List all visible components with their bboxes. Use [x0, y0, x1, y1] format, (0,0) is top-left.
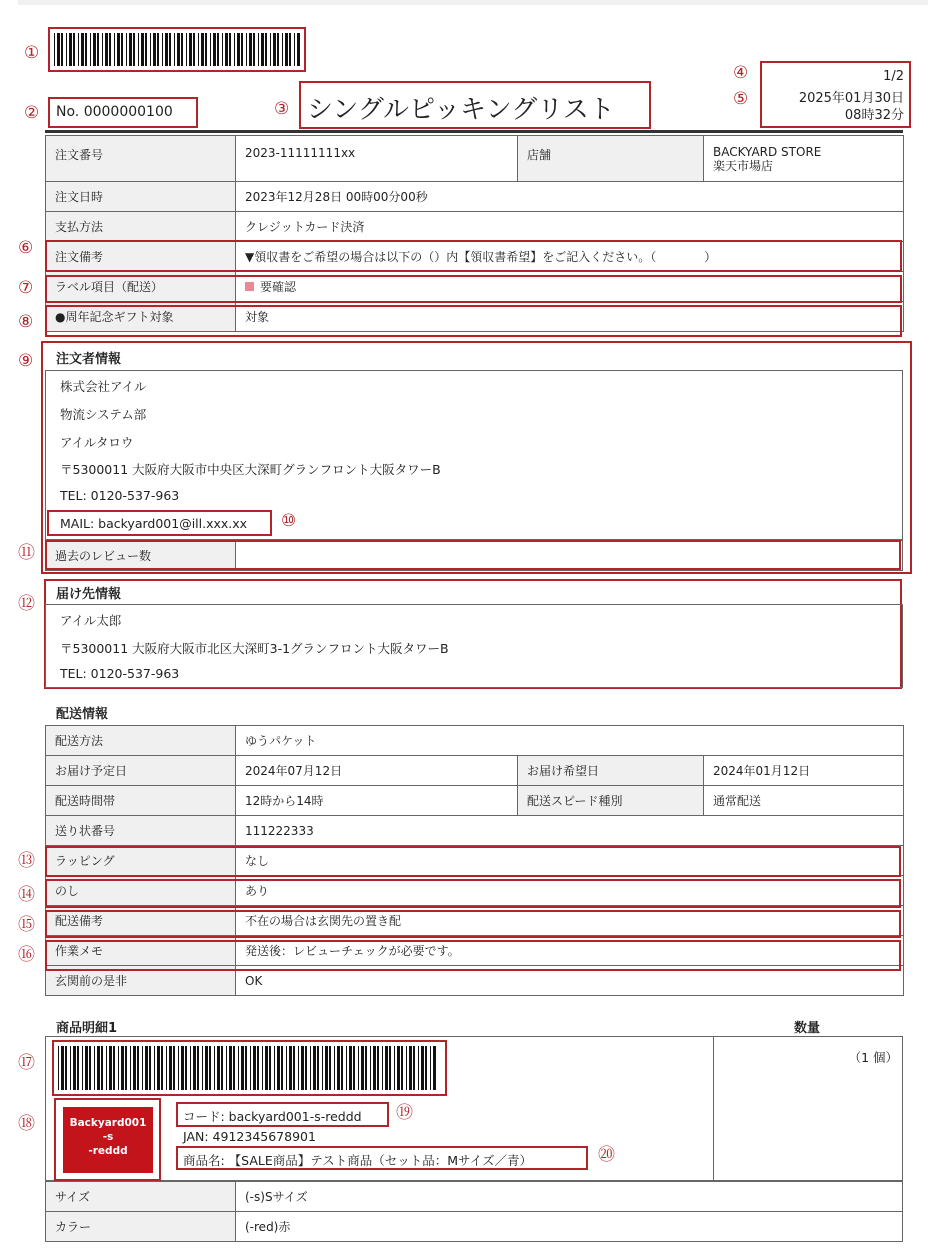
item-heading: 商品明細1: [56, 1021, 118, 1036]
speed-label: 配送スピード種別: [518, 786, 704, 816]
marker-3: ③: [274, 99, 290, 119]
marker-6: ⑥: [18, 238, 34, 258]
item-jan: JAN: 4912345678901: [183, 1129, 316, 1144]
item-image-line3: -reddd: [88, 1145, 128, 1157]
item-image-line1: Backyard001: [69, 1117, 147, 1129]
desired-value: 2024年01月12日: [704, 756, 904, 786]
wrapping-highlight: [45, 846, 901, 877]
color-label: カラー: [46, 1212, 236, 1242]
marker-5: ⑤: [733, 89, 749, 109]
table-row: [46, 182, 904, 212]
recipient-heading: 届け先情報: [56, 587, 122, 602]
memo-label: 作業メモ: [46, 936, 236, 966]
qty-heading: 数量: [794, 1021, 821, 1036]
reviews-label: 過去のレビュー数: [46, 541, 236, 571]
scheduled-label: お届け予定日: [46, 756, 236, 786]
ship-note-highlight: [45, 910, 901, 938]
header-rule: [45, 130, 903, 133]
print-time: 08時32分: [844, 108, 904, 123]
memo-value: 発送後：レビューチェックが必要です。: [236, 936, 904, 966]
item-code: コード: backyard001-s-reddd: [183, 1109, 362, 1124]
marker-16: ⑯: [18, 945, 35, 965]
order-number-value: 2023-11111111xx: [236, 136, 518, 182]
page-indicator: 1/2: [883, 69, 904, 84]
table-row: [46, 1212, 903, 1242]
table-row: [46, 726, 904, 756]
payment-value: クレジットカード決済: [236, 212, 904, 242]
marker-12: ⑫: [18, 594, 35, 614]
mail-highlight: [47, 510, 272, 536]
marker-2: ②: [24, 103, 40, 123]
item-name-highlight: [176, 1146, 588, 1170]
ship-note-value: 不在の場合は玄関先の置き配: [236, 906, 904, 936]
label-item-highlight: [45, 275, 902, 303]
orderer-company: 株式会社アイル: [60, 379, 147, 394]
timeslot-label: 配送時間帯: [46, 786, 236, 816]
memo-highlight: [45, 940, 901, 971]
item-image: [63, 1107, 153, 1173]
size-value: (-s)Sサイズ: [236, 1182, 903, 1212]
recipient-tel: TEL: 0120-537-963: [60, 666, 180, 681]
store-label: 店舗: [518, 136, 704, 182]
marker-7: ⑦: [18, 278, 34, 298]
page-title: シングルピッキングリスト: [307, 95, 615, 125]
order-number: No. 0000000100: [56, 104, 173, 120]
desired-label: お届け希望日: [518, 756, 704, 786]
size-label: サイズ: [46, 1182, 236, 1212]
order-date-value: 2023年12月28日 00時00分00秒: [236, 182, 904, 212]
marker-19: ⑲: [396, 1103, 413, 1123]
recipient-name: アイル太郎: [60, 613, 122, 628]
marker-1: ①: [24, 43, 40, 63]
item-image-line2: -s: [102, 1131, 114, 1143]
order-date-label: 注文日時: [46, 182, 236, 212]
order-note-highlight: [45, 240, 902, 272]
table-row: [46, 756, 904, 786]
speed-value: 通常配送: [704, 786, 904, 816]
scheduled-value: 2024年07月12日: [236, 756, 518, 786]
order-barcode-highlight: [48, 27, 306, 72]
order-number-label: 注文番号: [46, 136, 236, 182]
noshi-value: あり: [236, 876, 904, 906]
color-value: (-red)赤: [236, 1212, 903, 1242]
tracking-label: 送り状番号: [46, 816, 236, 846]
marker-17: ⑰: [18, 1053, 35, 1073]
table-row: [46, 136, 904, 182]
wrapping-value: なし: [236, 846, 904, 876]
noshi-highlight: [45, 879, 901, 908]
table-row: [46, 212, 904, 242]
marker-13: ⑬: [18, 851, 35, 871]
top-rule: [18, 0, 928, 5]
table-row: [46, 786, 904, 816]
store-name: BACKYARD STORE: [713, 145, 822, 159]
orderer-mail: MAIL: backyard001@ill.xxx.xx: [60, 516, 248, 531]
orderer-name: アイルタロウ: [60, 435, 134, 450]
page-title-highlight: [299, 81, 651, 129]
shipping-heading: 配送情報: [56, 707, 109, 722]
label-item-text: 要確認: [260, 280, 297, 294]
gift-value: 対象: [236, 302, 904, 332]
marker-15: ⑮: [18, 915, 35, 935]
payment-label: 支払方法: [46, 212, 236, 242]
qty-divider: [713, 1036, 714, 1181]
orderer-tel: TEL: 0120-537-963: [60, 488, 180, 503]
reviews-highlight: [45, 540, 901, 570]
ship-method-label: 配送方法: [46, 726, 236, 756]
gift-highlight: [45, 305, 902, 337]
ship-note-label: 配送備考: [46, 906, 236, 936]
store-branch: 楽天市場店: [713, 159, 774, 173]
item-attr-table: [45, 1181, 903, 1242]
marker-10: ⑩: [281, 511, 297, 531]
item-code-highlight: [176, 1102, 389, 1127]
marker-14: ⑭: [18, 885, 35, 905]
marker-11: ⑪: [18, 543, 35, 563]
orderer-department: 物流システム部: [60, 407, 147, 422]
table-row: [46, 816, 904, 846]
marker-8: ⑧: [18, 312, 34, 332]
order-note-value: ▼領収書をご希望の場合は以下の（）内【領収書希望】をご記入ください。（ ）: [236, 242, 904, 272]
orderer-heading: 注文者情報: [56, 352, 122, 367]
item-qty: （1 個）: [848, 1050, 898, 1065]
marker-4: ④: [733, 63, 749, 83]
ship-method-value: ゆうパケット: [236, 726, 904, 756]
item-barcode-highlight: [52, 1040, 447, 1096]
gift-label: ●周年記念ギフト対象: [46, 302, 236, 332]
wrapping-label: ラッピング: [46, 846, 236, 876]
tracking-value: 111222333: [236, 816, 904, 846]
label-item-label: ラベル項目（配送）: [46, 272, 236, 302]
item-name: 商品名: 【SALE商品】テスト商品（セット品：Mサイズ／青）: [183, 1153, 533, 1168]
table-row: [46, 1182, 903, 1212]
marker-18: ⑱: [18, 1114, 35, 1134]
noshi-label: のし: [46, 876, 236, 906]
orderer-address: 〒5300011 大阪府大阪市中央区大深町グランフロント大阪タワーB: [60, 462, 441, 477]
door-value: OK: [236, 966, 904, 996]
marker-20: ⑳: [598, 1145, 615, 1165]
store-value: [704, 136, 904, 182]
marker-9: ⑨: [18, 351, 34, 371]
door-label: 玄関前の是非: [46, 966, 236, 996]
order-number-highlight: [48, 97, 198, 128]
print-date: 2025年01月30日: [798, 91, 904, 106]
timeslot-value: 12時から14時: [236, 786, 518, 816]
order-note-label: 注文備考: [46, 242, 236, 272]
recipient-address: 〒5300011 大阪府大阪市北区大深町3-1グランフロント大阪タワーB: [60, 641, 449, 656]
